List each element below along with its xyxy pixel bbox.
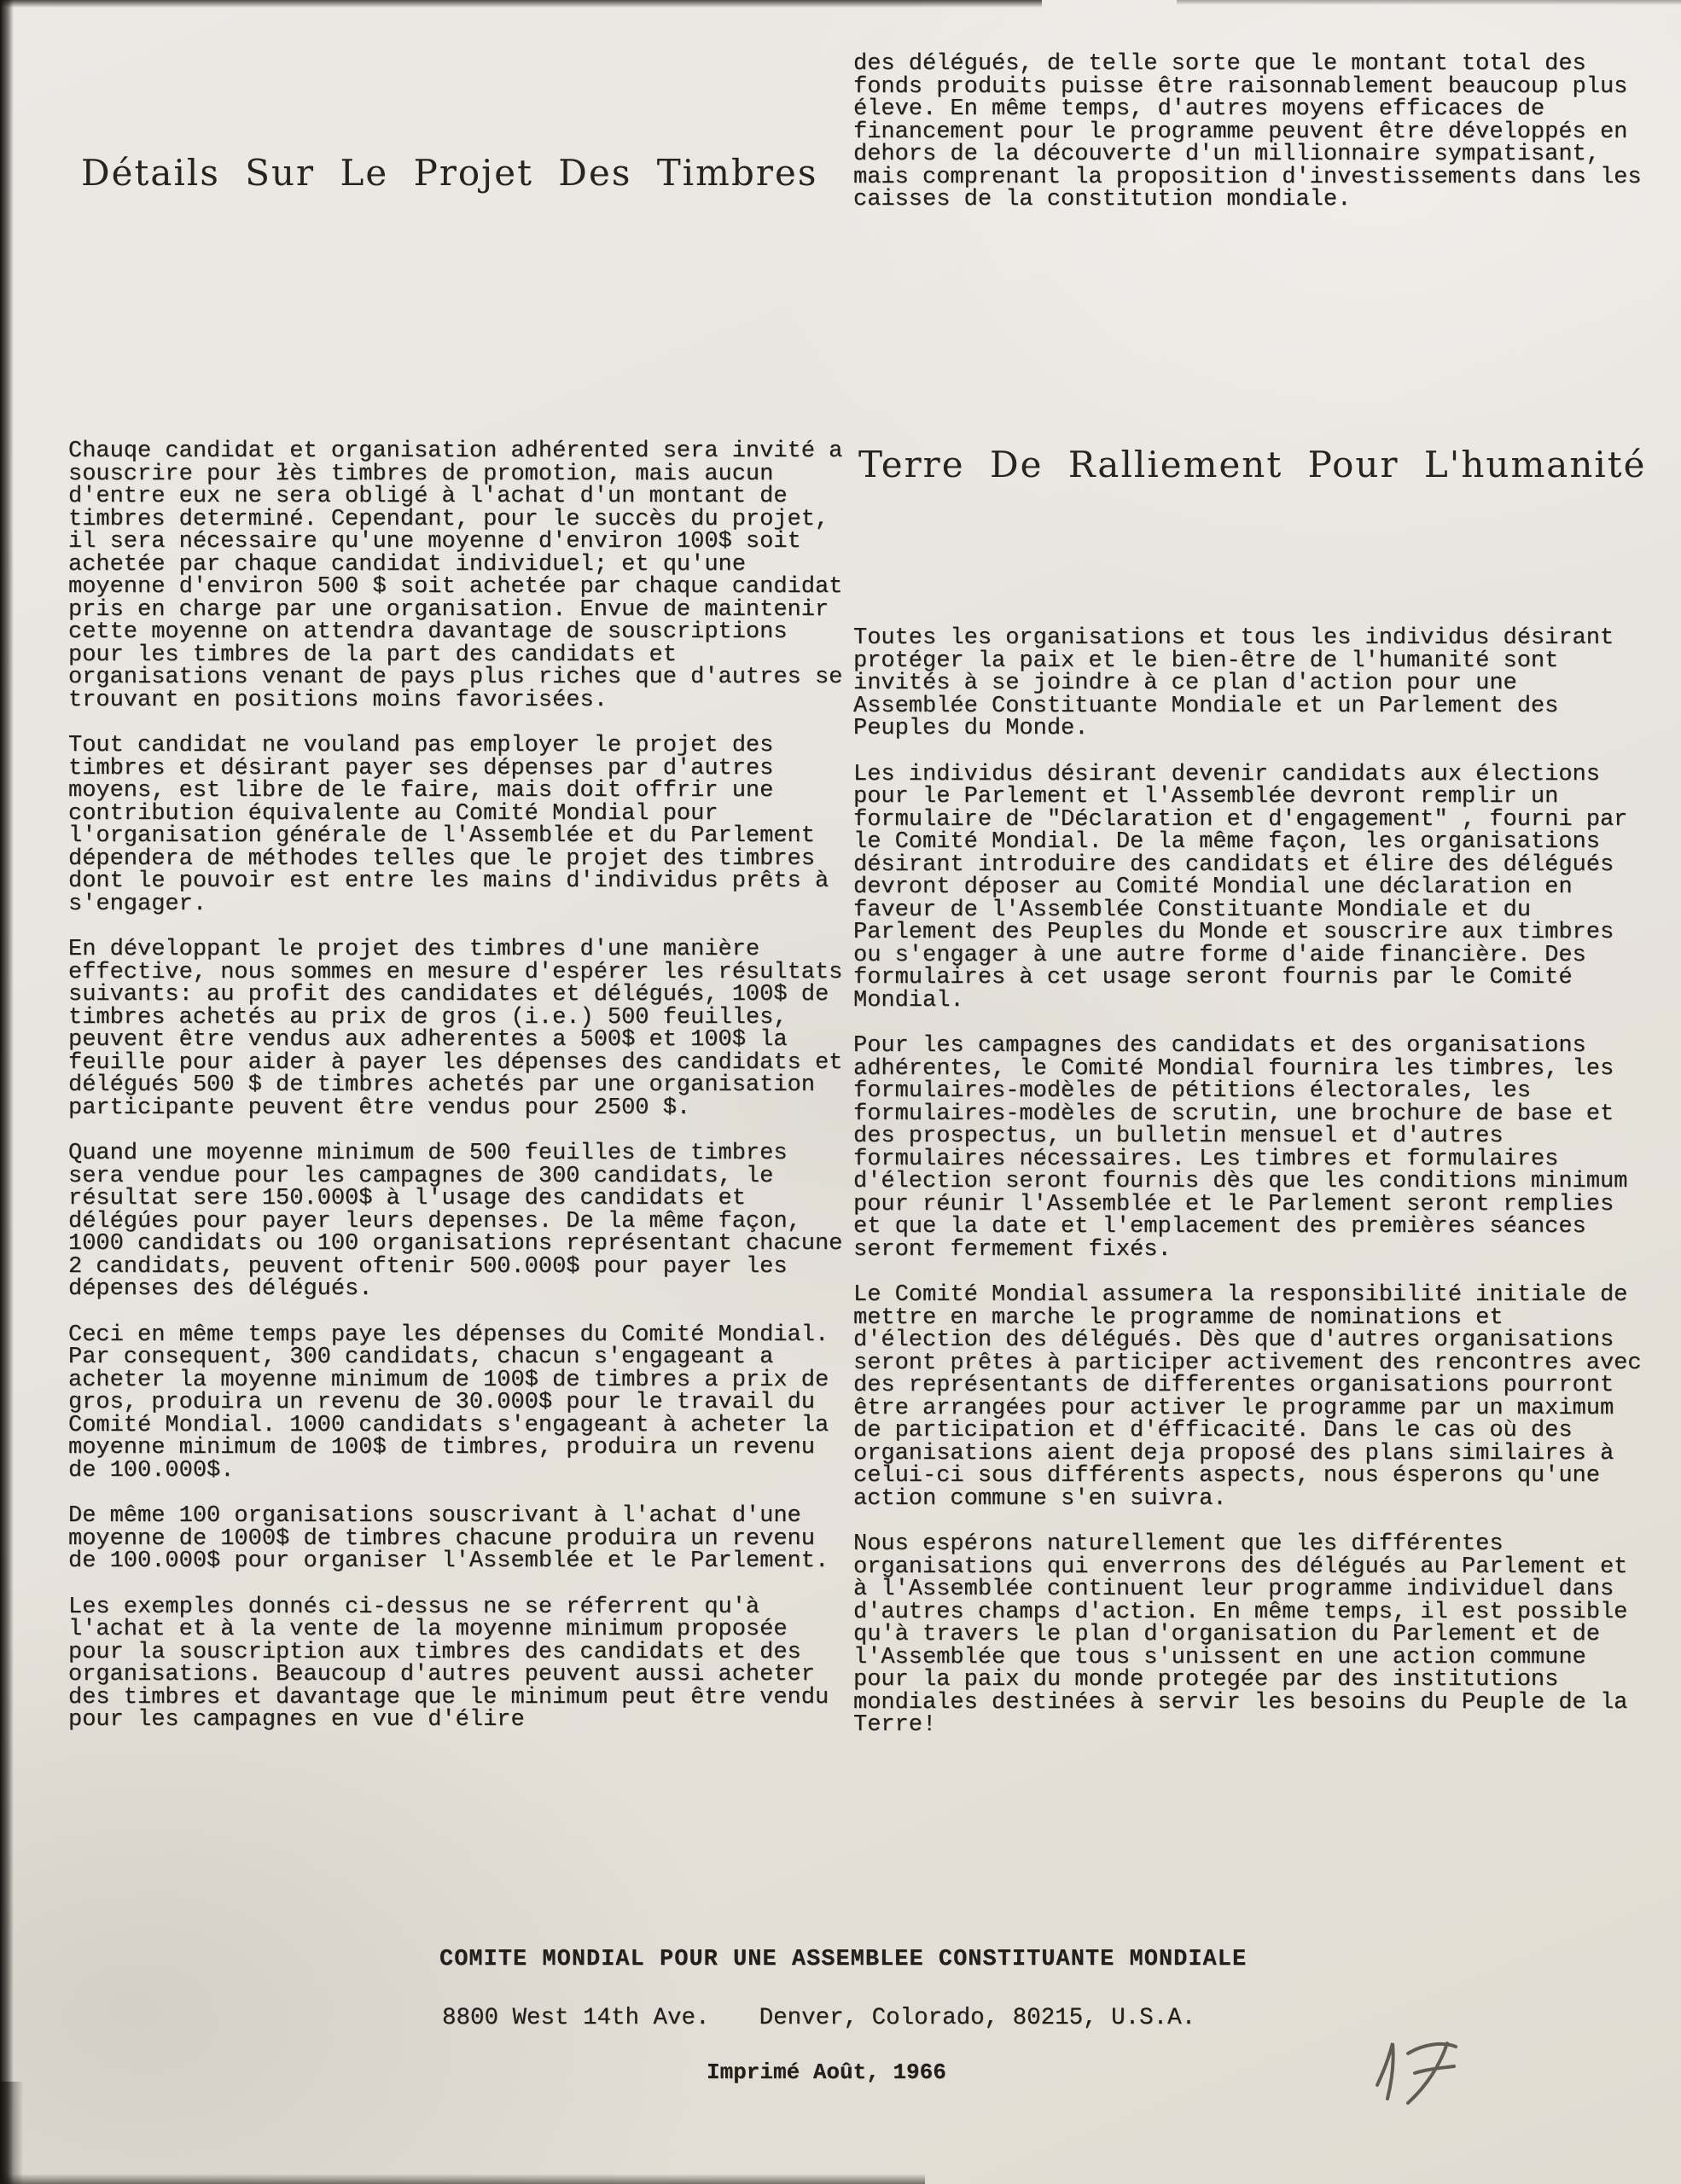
footer-address-city: Denver, Colorado, 80215, U.S.A. (759, 2005, 1196, 2031)
paragraph: De même 100 organisations souscrivant à l'achat d'une moyenne de 1000$ de timbres chacune produira un revenu de 100.000$ pour organiser l'Assemblée et le Parlement. (68, 1503, 829, 1574)
paragraph: Les exemples donnés ci-dessus ne se réferrent qu'à l'achat et à la vente de la moyenne minimum proposée pour la souscription aux timbres des candidats et des organisations. Beaucoup d'autres peuvent aussi acheter des timbres et davantage que le minimum peut être vendu pour les campagnes en vue d'élire (68, 1594, 829, 1733)
right-column-body (853, 627, 1652, 1760)
right-column-title: Terre De Ralliement Pour L'humanité (858, 444, 1647, 485)
right-column-intro (853, 53, 1649, 235)
paragraph: En développant le projet des timbres d'une manière effective, nous sommes en mesure d'espérer les résultats suivants: au profit des candidates et délégués, 100$ de timbres achetés au prix de gros (i.e.) 500 feuilles, peuvent être vendus aux adherentes a 500$ et 100$ la feuille pour aider à payer les dépenses des candidats et délégués 500 $ de timbres achetés par une organisation participante peuvent être vendus pour 2500 $. (68, 937, 843, 1121)
scan-corner-bottom-left (0, 2082, 29, 2184)
paragraph: Toutes les organisations et tous les individus désirant protéger la paix et le bien-être de l'humanité sont invités à se joindre à ce plan d'action pour une Assemblée Constituante Mondiale et un Parlement des Peuples du Monde. (853, 625, 1614, 741)
handwritten-mark (1364, 2032, 1500, 2122)
footer-address (442, 2005, 1195, 2031)
footer-address-street: 8800 West 14th Ave. (442, 2005, 710, 2031)
paragraph: Chauqe candidat et organisation adhérented sera invité a souscrire pour łès timbres de promotion, mais aucun d'entre eux ne sera obligé à l'achat d'un montant de timbres determiné. Cependant, pour le succès du projet, il sera nécessaire qu'une moyenne d'environ 100$ soit achetée par chaque candidat individuel; et qu'une moyenne d'environ 500 $ soit achetée par chaque candidat pris en charge par une organisation. Envue de maintenir cette moyenne on attendra davantage de souscriptions pour les timbres de la part des candidats et organisations venant de pays plus riches que d'autres se trouvant en positions moins favorisées. (68, 439, 843, 713)
left-column-title: Détails Sur Le Projet Des Timbres (81, 152, 818, 194)
footer-printed-line: Imprimé Août, 1966 (707, 2059, 946, 2085)
paragraph: Pour les campagnes des candidats et des organisations adhérentes, le Comité Mondial fournira les timbres, les formulaires-modèles de pétitions électorales, les formulaires-modèles de scrutin, une brochure de base et des prospectus, un bulletin mensuel et d'autres formulaires nécessaires. Les timbres et formulaires d'élection seront fournis dès que les conditions minimum pour réunir l'Assemblée et le Parlement seront remplies et que la date et l'emplacement des premières séances seront fermement fixés. (853, 1033, 1628, 1263)
paragraph: Quand une moyenne minimum de 500 feuilles de timbres sera vendue pour les campagnes de 300 candidats, le résultat sere 150.000$ à l'usage des candidats et délégúes pour payer leurs depenses. De la même façon, 1000 candidats ou 100 organisations représentant chacune 2 candidats, peuvent oftenir 500.000$ pour payer les dépenses des délégués. (68, 1141, 843, 1302)
paragraph: Tout candidat ne vouland pas employer le projet des timbres et désirant payer ses dépenses par d'autres moyens, est libre de le faire, mais doit offrir une contribution équivalente au Comité Mondial pour l'organisation générale de l'Assemblée et du Parlement dépendera de méthodes telles que le projet des timbres dont le pouvoir est entre les mains d'individus prêts à s'engager. (68, 733, 829, 917)
scan-edge-bottom (0, 2174, 925, 2184)
paragraph: Nous espérons naturellement que les différentes organisations qui enverrons des délégués au Parlement et à l'Assemblée continuent leur programme individuel dans d'autres champs d'action. En même temps, il est possible qu'à travers le plan d'organisation du Parlement et de l'Assemblée que tous s'unissent en une action commune pour la paix du monde protegée par des institutions mondiales destinées à servir les besoins du Peuple de la Terre! (853, 1531, 1628, 1738)
paragraph: Le Comité Mondial assumera la responsibilité initiale de mettre en marche le programme de nominations et d'élection des délégués. Dès que d'autres organisations seront prêtes à participer activement des rencontres avec des représentants de differentes organisations pourront être arrangées pour activer le programme par un maximum de participation et d'éfficacité. Dans le cas où des organisations aient deja proposé des plans similaires à celui-ci sous différents aspects, nous ésperons qu'une action commune s'en suivra. (853, 1282, 1642, 1512)
scan-edge-top (0, 0, 1042, 8)
paragraph: Les individus désirant devenir candidats aux élections pour le Parlement et l'Assemblée devront remplir un formulaire de "Déclaration et d'engagement" , fourni par le Comité Mondial. De la même façon, les organisations désirant introduire des candidats et élire des délégués devront déposer au Comité Mondial une déclaration en faveur de l'Assemblée Constituante Mondiale et du Parlement des Peuples du Monde et souscrire aux timbres ou s'engager à une autre forme d'aide financière. Des formulaires à cet usage seront fournis par le Comité Mondial. (853, 761, 1628, 1014)
paragraph: des délégués, de telle sorte que le montant total des fonds produits puisse être raisonnablement beaucoup plus éleve. En même temps, d'autres moyens efficaces de financement pour le programme peuvent être développés en dehors de la découverte d'un millionnaire sympatisant, mais comprenant la proposition d'investissements dans les caisses de la constitution mondiale. (853, 51, 1642, 212)
paragraph: Ceci en même temps paye les dépenses du Comité Mondial. Par consequent, 300 candidats, chacun s'engageant a acheter la moyenne minimum de 100$ de timbres a prix de gros, produira un revenu de 30.000$ pour le travail du Comité Mondial. 1000 candidats s'engageant à acheter la moyenne minimum de 100$ de timbres, produira un revenu de 100.000$. (68, 1321, 829, 1484)
scan-edge-top-right (1177, 0, 1681, 5)
left-column-body (68, 440, 855, 1755)
scan-edge-left (0, 0, 14, 2184)
footer-organization: COMITE MONDIAL POUR UNE ASSEMBLEE CONSTITUANTE MONDIALE (439, 1947, 1248, 1972)
